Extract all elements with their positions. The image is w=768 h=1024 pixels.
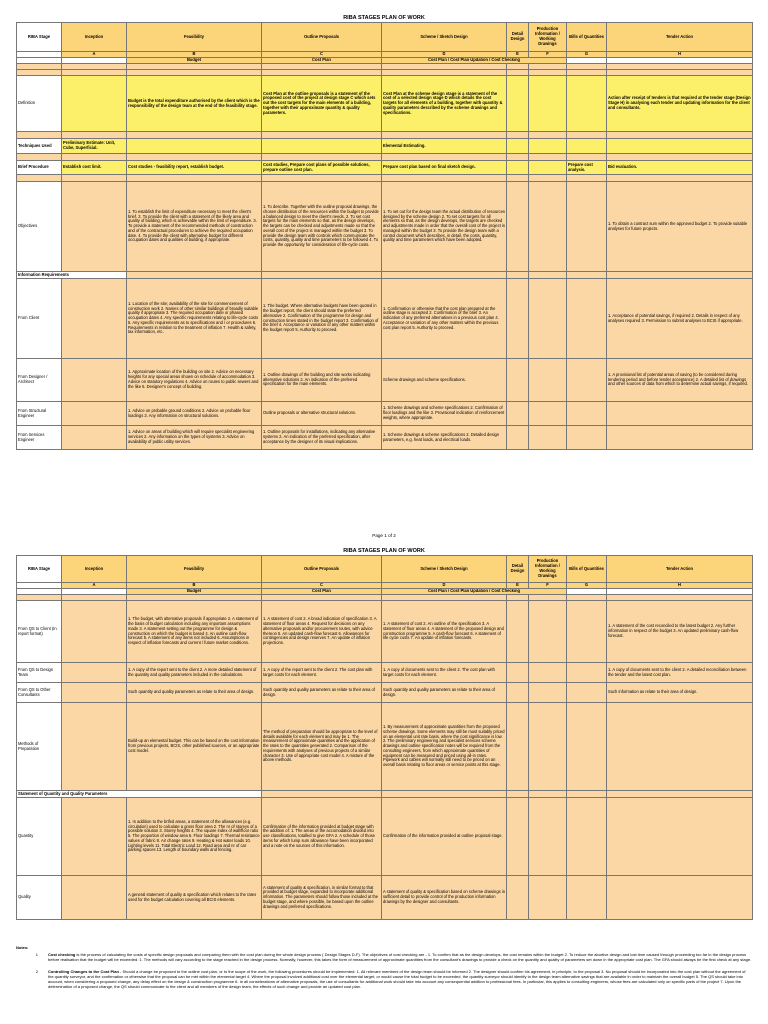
letter-f: F: [529, 52, 567, 58]
row-label-techniques: Techniques Used: [17, 139, 62, 154]
header-scheme: Scheme / Sketch Design: [382, 23, 507, 52]
header-stage: RIBA Stage: [17, 23, 62, 52]
objectives-row: [17, 182, 753, 272]
header-row: [17, 23, 753, 52]
qs-client-outline: 1. A statement of cost 2. A broad indication of specification 3. A statement of floor areas 4. Request for decisions on any alternative proposals and/or procurement routes, with advice thereon 5. An updated cash-flow forecast 6. Allowances for contingencies and design reserves 7. An update of inflation projections.: [262, 601, 382, 663]
letter-a: A: [62, 583, 127, 589]
qs-client-scheme: 1. A statement of cost 2. An outline of the specification 3. A statement of floor areas 4. A statement of the proposed design and construction programme 5. A cash-flow forecast 6. A statement of life cycle costs 7. An update of inflation forecasts.: [382, 601, 507, 663]
row-label-definition: Definition: [17, 76, 62, 132]
header-feasibility: Feasibility: [127, 23, 262, 52]
row-label-designer: From Designer / Architect: [17, 359, 62, 402]
techniques-scheme: Elemental Estimating.: [382, 139, 507, 154]
plan-table-2: [16, 555, 753, 920]
note-term: Cost checking: [48, 951, 76, 957]
qs-other-row: [17, 683, 753, 703]
row-label-qs-other: From QS to Other Consultants: [17, 683, 62, 703]
techniques-row: [17, 139, 753, 154]
subhead-cost-plan-update: Cost Plan / Cost Plan Updation / Cost Checking: [382, 589, 567, 595]
doc-title: RIBA STAGES PLAN OF WORK: [343, 548, 425, 554]
qs-design-tender: 1. A copy of documents sent to the client 2. A detailed reconciliation between the tender and the latest cost plan.: [607, 663, 753, 683]
letter-c: C: [262, 52, 382, 58]
services-outline: 1. Outline proposals for installations, indicating any alternative systems 2. An indication of the preferred specification, after acceptance by the designer of its visual implications.: [262, 426, 382, 450]
header-outline: Outline Proposals: [262, 23, 382, 52]
objectives-scheme: 1. To set out for the design team the actual distribution of resources designed by the scheme design 2. To set cost targets for all elements so that, as the design develops, the targets are checked and adjustments made in order that the overall cost of the project is managed within the budget 3. To provide the design team with a control document which describes, in detail, the costs, quantity, quality and time parameters which have been adopted.: [382, 182, 507, 272]
qs-client-feasibility: 1. The budget, with alternative proposals if appropriate 2. A statement of the basis of budget calculation including any important assumptions made 3. A statement setting out the programme for design & construction on which the budget is based 4. An outline cash-flow forecast 5. A statement of any items not included 6. Assumptions in respect of inflation forecasts and current / future market conditions.: [127, 601, 262, 663]
sheet-page-2: [16, 547, 752, 920]
header-inception: Inception: [62, 556, 127, 583]
qs-client-row: [17, 601, 753, 663]
note-number: 2: [35, 969, 38, 975]
qs-design-scheme: 1. A copy of documents sent to the client 2. The cost plan with target costs for each element.: [382, 663, 507, 683]
row-label-methods: Methods of Preparation: [17, 703, 62, 791]
services-scheme: 1. Scheme drawings & scheme specifications 2. Detailed design parameters, e.g. heat loads, and electrical loads.: [382, 426, 507, 450]
objectives-feasibility: 1. To establish the limit of expenditure necessary to meet the client's brief. 2. To provide the client with a statement of the likely area and quality of building, which is achievable within the limit of expenditure. 3. To provide a statement of the recommended methods of construction and of the contractual procedures to achieve the required occupation date. 4. To provide the client with alternative budget for different occupation dates and qualities of building, if appropriate.: [127, 182, 262, 272]
brief-row: [17, 161, 753, 175]
header-bills: Bills of Quantities: [567, 556, 607, 583]
techniques-inception: Preliminary Estimate: Unit, Cube, Superficial.: [62, 139, 127, 154]
note-text: - Should a change be proposed to the outline cost plan, or to the scope of the work, the following procedures should be implemented: 1. All relevant members of the design team should be informed 2. The designer should confirm his agreement, in principle, to the proposal 3. No proposal should be incorporated into the cost plan without the agreement of the quantity surveyor, and the confirmation or otherwise that the proposal can be met within the elemental target 4. Where the proposal involved additional cost over the elemental target, or would cause the total budget to be exceeded, the quantity surveyor should identify to the design team alternative savings that are available in order to maintain the overall budget 5. The QS should take into account, when considering a proposed change, any delay effect on the design & construction programme 6. In all considerations of alternative proposals, the use of consultants for additional work should take into account any consequential addition to professional fees. In particular, this applies to consulting engineers, whose fees are calculated only on specific parts of the project 7. Upon the determination of a proposed change, the QS should communicate to the client and all members of the design team, the effects of such change and provide an updated cost plan.: [48, 969, 746, 989]
designer-tender: 1. A provisional list of potential areas of saving (to be considered during tendering period and before tender acceptance) 2. A detailed list of drawings and other sources of data from which to determine actual savings, if required.: [607, 359, 753, 402]
letter-g: G: [567, 583, 607, 589]
from-services-row: [17, 426, 753, 450]
from-designer-row: [17, 359, 753, 402]
objectives-tender: 1. To obtain a contract sum within the approved budget 2. To provide suitable analyses for future projects.: [607, 182, 753, 272]
header-tender: Tender Action: [607, 23, 753, 52]
subhead-cost-plan: Cost Plan: [262, 589, 382, 595]
section-statement: Statement of Quantity and Quality Parameters: [17, 791, 262, 798]
client-scheme: 1. Confirmation or otherwise that the cost plan prepared at the outline stage is accepted 2. Confirmation of the brief 3. An indication of any preferred alternatives in a previous cost plan 4. Acceptance or variation of any other matters within the previous cost plan report 5. Authority to proceed.: [382, 279, 507, 359]
qs-design-outline: 1. A copy of the report sent to the client 2. The cost plan with target costs for each element.: [262, 663, 382, 683]
note-item: [16, 953, 752, 963]
letter-e: E: [507, 583, 529, 589]
row-label-brief: Brief Procedure: [17, 161, 62, 175]
brief-bills: Prepare cost analysis.: [567, 161, 607, 175]
row-label-structural: From Structural Engineer: [17, 402, 62, 426]
letter-b: B: [127, 583, 262, 589]
brief-scheme: Prepare cost plan based on final sketch design.: [382, 161, 507, 175]
header-outline: Outline Proposals: [262, 556, 382, 583]
client-feasibility: 1. Location of the site; availability of the site for commencement of construction work 2. Names of other similar buildings of broadly suitable quality if appropriate 3. The required occupation date or phased occupation dates 4. Any specific requirements relating to life-cycle costs 5. Any specific requirements as to specifications and / or procedures 6. Requirements in relation to the treatment of inflation 7. Health & safety, tax information, etc.: [127, 279, 262, 359]
quantity-feasibility: 1. In addition to the brifed areas, a statement of the allowances (e.g. circulation) used to calculate a gross floor area 2. The nr of storeys of a possible solution 3. Storey heights 4. The square index of wall/floor ratio 5. The proportion of window area 6. Floor loadings 7. Thermal resistance values of fabric 8. Air change rates 9. Heating & Hot water loads 10. Lighting levels 11. Total Electric Load 12. Road area and nr of car parking spaces 13. Length of boundary walls and fencing.: [127, 798, 262, 876]
letter-d: D: [382, 52, 507, 58]
qs-other-tender: Such information as relate to their area of design.: [607, 683, 753, 703]
from-client-row: [17, 279, 753, 359]
methods-scheme: 1. By measurement of approximate quantities from the proposed scheme drawings. Some elements may still be most suitably priced on an elemental unit rate basis, where the cost significance is low. 2. The preliminary engineering and specialist services scheme drawings and outline specification notes will be required from the consulting engineers, from which approximate quantities of equipment can be measured and priced using all-in rates. Pipework and cables will normally still need to be priced on an overall basis relating to floor areas or service points at this stage.: [382, 703, 507, 791]
brief-feasibility: Cost studies - feasibility report, establish budget.: [127, 161, 262, 175]
row-label-objectives: Objectives: [17, 182, 62, 272]
row-label-quality: Quality: [17, 876, 62, 920]
notes-heading: Notes:: [16, 945, 29, 950]
designer-feasibility: 1. Approximate location of the building on site 2. Advice on necessary heights for any special areas shown on schedule of accommodation 3. Advice on statutory regulations 4. Advice on routes to public sewers and the like 5. Designer's concept of building.: [127, 359, 262, 402]
row-label-qs-client: From QS to Client (In report format): [17, 601, 62, 663]
header-tender: Tender Action: [607, 556, 753, 583]
designer-scheme: Scheme drawings and scheme specifications.: [382, 359, 507, 402]
header-production: Production Information / Working Drawings: [529, 556, 567, 583]
letter-h: H: [607, 583, 753, 589]
quantity-scheme: Confirmation of the information provided at outline proposal stage.: [382, 798, 507, 876]
doc-title: RIBA STAGES PLAN OF WORK: [343, 15, 425, 21]
services-feasibility: 1. Advice on areas of building which will require specialist engineering services 2. Any information on the types of systems 3. Advice on availability of public utility services.: [127, 426, 262, 450]
spacer-row: [17, 175, 753, 182]
definition-tender: Action after receipt of tenders is that required at the tender stage (Design Stage H) in analysing each tender and updating information for the client and consultants.: [607, 76, 753, 132]
client-outline: 1. The budget. Where alternative budgets have been quoted in the budget report, the client should state the preferred alternative 2. Confirmation of the programme for design and construction times stated in the budget report 3. Confirmation of the brief 4. Acceptance or variation of any other matters within the budget report 5. Authority to proceed.: [262, 279, 382, 359]
statement-row: [17, 791, 753, 798]
qs-other-scheme: Such quantity and quality parameters as relate to their area of design.: [382, 683, 507, 703]
structural-feasibility: 1. Advice on probable ground conditions 2. Advice on probable floor loadings 3. Any information on structural solutions.: [127, 402, 262, 426]
quality-scheme: A statement of quality & specification based on scheme drawings in sufficient detail to provide control of the production information drawings by the designer and consultants.: [382, 876, 507, 920]
definition-row: [17, 76, 753, 132]
letter-a: A: [62, 52, 127, 58]
methods-feasibility: Build-up an elemental budget. This can be based on the cost information from previous projects, BCIS, other published sources, or an appropriate cost model.: [127, 703, 262, 791]
brief-outline: Cost studies, Prepare cost plans of possible solutions, prepare outline cost plan.: [262, 161, 382, 175]
client-tender: 1. Acceptance of potential savings, if required 2. Details in respect of any analyses required 3. Permission to submit analyses to BCIS if appropriate.: [607, 279, 753, 359]
header-feasibility: Feasibility: [127, 556, 262, 583]
header-detail: Detail Design: [507, 556, 529, 583]
designer-outline: 1. Outline drawings of the building and site works indicating alternative solutions 2. An indication of the preferred specification for the main elements.: [262, 359, 382, 402]
row-label-qs-design: From QS to Design Team: [17, 663, 62, 683]
plan-table-1: [16, 22, 753, 450]
header-detail: Detail Design: [507, 23, 529, 52]
subhead-budget: Budget: [127, 589, 262, 595]
qs-design-feasibility: 1. A copy of the report sent to the client 2. A more detailed statement of the quantity and quality parameters included in the calculations.: [127, 663, 262, 683]
qs-other-feasibility: Such quantity and quality parameters as relate to their area of design.: [127, 683, 262, 703]
quantity-row: [17, 798, 753, 876]
objectives-outline: 1. To describe. Together with the outline proposal drawings, the chosen distribution of the resources within the budget to provide a balanced design to meet the client's needs. 2. To set cost targets for the main elements so that, as the design develops, the targets can be checked and adjustments made so that the overall cost of the project is managed within the budget 3. To provide the design team with controls which communicate the costs, quantity, quality and time parameters to be followed 4. To provide the opportunity for consideration of life-cycle costs.: [262, 182, 382, 272]
from-structural-row: [17, 402, 753, 426]
header-stage: RIBA Stage: [17, 556, 62, 583]
header-bills: Bills of Quantities: [567, 23, 607, 52]
page-number: Page 1 of 2: [372, 533, 396, 538]
header-row: [17, 556, 753, 583]
note-item: [16, 970, 752, 989]
methods-row: [17, 703, 753, 791]
subhead-cost-plan-update: Cost Plan / Cost Plan Updation / Cost Checking: [382, 58, 567, 64]
row-label-client: From Client: [17, 279, 62, 359]
structural-scheme: 1. Scheme drawings and scheme specifications 2. Confirmation of floor loadings and the like 3. Provisional indication of reinforcement weights, where appropriate.: [382, 402, 507, 426]
header-scheme: Scheme / Sketch Design: [382, 556, 507, 583]
letter-f: F: [529, 583, 567, 589]
qs-design-row: [17, 663, 753, 683]
info-requirements-row: [17, 272, 753, 279]
quality-outline: A statement of quality & specification, in similar format to that provided at budget stage, expanded to incorporate additional information. The parameters should follow those included at the budget stage, and where possible, be based upon the outline drawings and preferred specifications.: [262, 876, 382, 920]
letter-c: C: [262, 583, 382, 589]
letter-h: H: [607, 52, 753, 58]
quantity-outline: Confirmation of the information provided at budget stage with the addition of: 1. The areas of the accomodation divided into use classifications, totalled to give GFA 2. A schedule of those items for which lump sum allowance have been incorporated and a note on the sources of this information.: [262, 798, 382, 876]
subhead-budget: Budget: [127, 58, 262, 64]
row-label-quantity: Quantity: [17, 798, 62, 876]
letter-d: D: [382, 583, 507, 589]
methods-outline: The method of preparation should be appropriate to the level of details available for each element and may be 1. The measurement of approximate quantities and the application of the rates to the quantities generated 2. Comparison of the requirements with analyses of previous projects of a similar character 3. Use of appropriate cost model 4. A mixture of the above methods.: [262, 703, 382, 791]
letter-b: B: [127, 52, 262, 58]
definition-scheme: Cost Plan at the scheme design stage is a statement of the cost of a selected design stage D which details the cost targets for all elements of a building, together with quantity & quality parameters described by the scheme drawings and specifications.: [382, 76, 507, 132]
quality-row: [17, 876, 753, 920]
note-number: 1: [35, 951, 38, 957]
row-label-services: From Services Engineer: [17, 426, 62, 450]
header-production: Production Information / Working Drawings: [529, 23, 567, 52]
qs-client-tender: 1. A statement of the cost reconciled to the latest budget 2. Any further information in respect of the budget 3. An updated preliminary cash-flow forecast.: [607, 601, 753, 663]
letter-g: G: [567, 52, 607, 58]
structural-outline: Outline proposals or alternative structural solutions.: [262, 402, 382, 426]
subhead-cost-plan: Cost Plan: [262, 58, 382, 64]
brief-tender: Bid evaluation.: [607, 161, 753, 175]
qs-other-outline: Such quantity and quality parameters as relate to their area of design.: [262, 683, 382, 703]
brief-inception: Establish cost limit.: [62, 161, 127, 175]
spacer-row: [17, 132, 753, 139]
quality-feasibility: A general statement of quality & specification which relates to the rates used for the budget calculation covering all BCIS elements.: [127, 876, 262, 920]
definition-feasibility: Budget is the total expenditure authorised by the client which is the responsibility of the design team at the end of the feasibility stage.: [127, 76, 262, 132]
letter-e: E: [507, 52, 529, 58]
section-info-requirements: Information Requirements: [17, 272, 127, 279]
notes-section: [16, 946, 752, 990]
header-inception: Inception: [62, 23, 127, 52]
note-text: is the process of calculating the costs of specific design proposals and comparing them with the cost plan during the whole design process ( Design Stages D-F). The objectives of cost checking are - 1. To confirm that as the design develops, the cost remains within the budget 2. To reduce the abortive design and lost time caused through proceeding too far in the design process before realisation that the budget will be exceeded. 1. The methods will vary according to the stage reached in the design process. Normally, however, this takes the form of measurement of approximate quantities from the consultant's drawings to provide a check on the quantity and quality of parameters set down in the appropriate cost plan. The GFA should always be the first check at any stage.: [48, 951, 752, 962]
sheet-page-1: [16, 14, 752, 450]
note-term: Controlling Changes to the Cost Plan: [48, 969, 119, 975]
definition-outline: Cost Plan at the outline proposals is a statement of the proposed cost of the project at design stage C which sets out the cost targets for the main elements of a building, together with their approximate quantity & quality parameters.: [262, 76, 382, 132]
spacer-row: [17, 154, 753, 161]
